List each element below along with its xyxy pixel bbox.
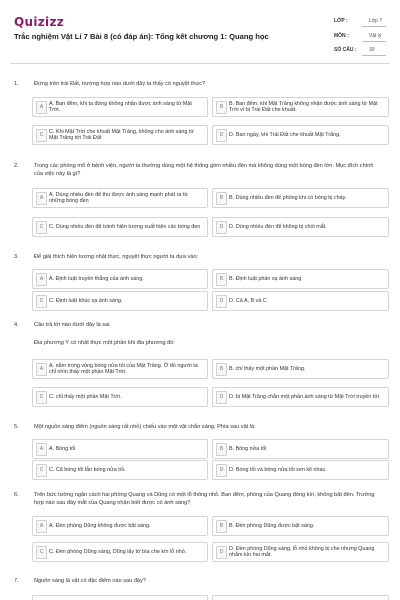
question-number: 3. — [14, 254, 19, 260]
option-letter-badge: B — [216, 443, 227, 456]
option-letter-badge: B — [216, 101, 227, 114]
option-text: A. Định luật truyền thẳng của ánh sáng. — [49, 275, 144, 282]
meta-label-question-count: SỐ CÂU : — [334, 47, 357, 53]
question-text: Trên bức tường ngăn cách hai phòng Quang và Dũng có một lỗ thông nhỏ. Ban đêm, phòng của Quang đóng kín, không bật đèn. Trường hợp nào sau đây mắt của Quang nhận biết được có ánh sáng? — [34, 492, 375, 506]
answer-option-b[interactable] — [212, 97, 389, 117]
question-number: 4. — [14, 322, 19, 328]
option-text: D. Bóng tối và bóng nửa tối xen kẽ nhau — [229, 466, 326, 473]
option-letter-badge: B — [216, 192, 227, 205]
meta-label-class: LỚP : — [334, 18, 348, 24]
option-text: D. Ban ngày, khi Trái Đất che khuất Mặt Trăng. — [229, 131, 341, 138]
question-subtext: Đia phương Y có nhật thực một phần khi đia phương đó: — [34, 340, 175, 346]
option-letter-badge: B — [216, 363, 227, 376]
option-text: C. Dùng nhiều đèn để tránh hiện tượng xuất hiện các bóng đen — [49, 223, 201, 230]
option-letter-badge: C — [36, 295, 47, 308]
question-number: 6. — [14, 492, 19, 498]
option-letter-badge: A — [36, 443, 47, 456]
option-letter-badge: C — [36, 464, 47, 477]
answer-option-a[interactable] — [32, 439, 208, 459]
option-letter-badge: D — [216, 221, 227, 234]
option-text: D. Cả A, B và C — [229, 297, 267, 304]
answer-option-a[interactable] — [32, 188, 208, 208]
option-text: B. chỉ thấy một phần Mặt Trăng. — [229, 365, 306, 372]
option-letter-badge: D — [216, 464, 227, 477]
answer-option-a[interactable] — [32, 595, 208, 600]
option-text: D. Dùng nhiều đèn để không bị chói mắt. — [229, 223, 327, 230]
option-text: D. bị Mặt Trăng chắn một phần ánh sáng từ Mặt Trời truyền tới. — [229, 393, 381, 400]
answer-option-d[interactable] — [212, 125, 389, 145]
option-text: A. Dùng nhiều đèn để thu được ánh sáng mạnh phát ra từ những bóng đèn — [49, 191, 189, 204]
answer-option-c[interactable] — [32, 542, 208, 562]
option-letter-badge: D — [216, 546, 227, 559]
meta-value-class: Lớp 7 — [369, 18, 383, 24]
question-text: Một nguồn sáng điểm (nguồn sáng rất nhỏ) chiếu vào một vật chắn sáng. Phía sau vật là: — [34, 424, 256, 430]
option-text: B. Dùng nhiều đèn để phòng khi có bóng bị cháy. — [229, 194, 347, 201]
answer-option-d[interactable] — [212, 387, 389, 407]
question-text: Nguồn sáng là vật có đặc điểm nào sau đây? — [34, 578, 146, 584]
meta-underline — [362, 26, 386, 27]
option-letter-badge: A — [36, 363, 47, 376]
option-letter-badge: B — [216, 520, 227, 533]
option-text: D. Đèn phòng Dũng sáng, lỗ nhỏ không bị che nhưng Quang nhắm kín hai mắt. — [229, 545, 375, 558]
answer-option-a[interactable] — [32, 97, 208, 117]
answer-option-b[interactable] — [212, 269, 389, 289]
option-letter-badge: A — [36, 273, 47, 286]
question-text: Để giải thích hiện tượng nhật thực, nguyệt thực người ta dựa vào: — [34, 254, 199, 260]
option-letter-badge: C — [36, 129, 47, 142]
question-text: Câu trả lời nào dưới đây là sai — [34, 322, 110, 328]
option-letter-badge: C — [36, 546, 47, 559]
option-letter-badge: C — [36, 221, 47, 234]
answer-option-d[interactable] — [212, 460, 389, 480]
question-number: 5. — [14, 424, 19, 430]
option-letter-badge: D — [216, 295, 227, 308]
option-text: C. Đèn phòng Dũng sáng, Dũng lấy tờ bìa che kín lỗ nhỏ. — [49, 548, 187, 555]
worksheet-title: Trắc nghiệm Vật Lí 7 Bài 8 (có đáp án): Tổng kết chương 1: Quang học — [14, 32, 269, 41]
option-text: A. Đèn phòng Dũng không được bật sáng. — [49, 522, 151, 529]
option-text: A. Ban đêm, khi ta đứng không nhận được ánh sáng từ Mặt Trời. — [49, 100, 192, 113]
meta-label-subject: MÔN : — [334, 33, 349, 39]
option-letter-badge: A — [36, 101, 47, 114]
option-text: A. nằm trong vùng bóng nửa tối của Mặt Trăng. Ở đó người ta chỉ nhìn thấy một phần Mặt Trời. — [49, 362, 198, 375]
answer-option-d[interactable] — [212, 542, 389, 562]
quizizz-logo[interactable]: Quizizz — [14, 15, 65, 29]
option-text: B. Bóng nửa tối — [229, 445, 267, 452]
meta-value-subject: Vật lý — [369, 33, 382, 39]
option-text: C. chỉ thấy một phần Mặt Trời. — [49, 393, 122, 400]
option-text: B. Đèn phòng Dũng được bật sáng. — [229, 522, 315, 529]
answer-option-a[interactable] — [32, 269, 208, 289]
option-letter-badge: D — [216, 129, 227, 142]
question-number: 2. — [14, 163, 19, 169]
option-letter-badge: D — [216, 391, 227, 404]
answer-option-c[interactable] — [32, 217, 208, 237]
option-text: A. Bóng tối — [49, 445, 76, 452]
option-text: B. Ban đêm, khi Mặt Trăng không nhận được ánh sáng từ Mặt Trời vì bị Trái Đất che khuất. — [229, 100, 378, 113]
meta-value-question-count: 30 — [369, 47, 375, 53]
option-text: B. Định luật phản xạ ánh sáng — [229, 275, 302, 282]
answer-option-c[interactable] — [32, 387, 208, 407]
answer-option-d[interactable] — [212, 217, 389, 237]
answer-option-b[interactable] — [212, 595, 389, 600]
question-number: 7. — [14, 578, 19, 584]
header-divider — [10, 63, 390, 64]
option-letter-badge: A — [36, 192, 47, 205]
option-letter-badge: C — [36, 391, 47, 404]
answer-option-b[interactable] — [212, 359, 389, 379]
option-text: C. Định luật khúc xạ ánh sáng. — [49, 297, 123, 304]
option-letter-badge: B — [216, 273, 227, 286]
answer-option-c[interactable] — [32, 291, 208, 311]
answer-option-b[interactable] — [212, 188, 389, 208]
meta-underline — [362, 55, 386, 56]
question-text: Đứng trên trái Đất, trường hợp nào dưới đây ta thấy có nguyệt thực? — [34, 81, 206, 87]
answer-option-a[interactable] — [32, 359, 208, 379]
option-letter-badge: A — [36, 520, 47, 533]
question-text: Trong các phòng mổ ở bệnh viện, người ta thường dùng một hệ thống gồm nhiều đèn mà không dùng một bóng đèn lớn. Mục đích chính của việc này là gì? — [34, 163, 374, 177]
meta-underline — [362, 41, 386, 42]
answer-option-b[interactable] — [212, 516, 389, 536]
question-number: 1. — [14, 81, 19, 87]
option-text: C. Khi Mặt Trời che khuất Mặt Trăng, không cho ánh sáng từ Mặt Trăng tới Trái Đất — [49, 128, 194, 141]
answer-option-c[interactable] — [32, 125, 208, 145]
answer-option-c[interactable] — [32, 460, 208, 480]
answer-option-b[interactable] — [212, 439, 389, 459]
option-text: C. Cả bóng tối lẫn bóng nửa tối. — [49, 466, 126, 473]
answer-option-d[interactable] — [212, 291, 389, 311]
answer-option-a[interactable] — [32, 516, 208, 536]
